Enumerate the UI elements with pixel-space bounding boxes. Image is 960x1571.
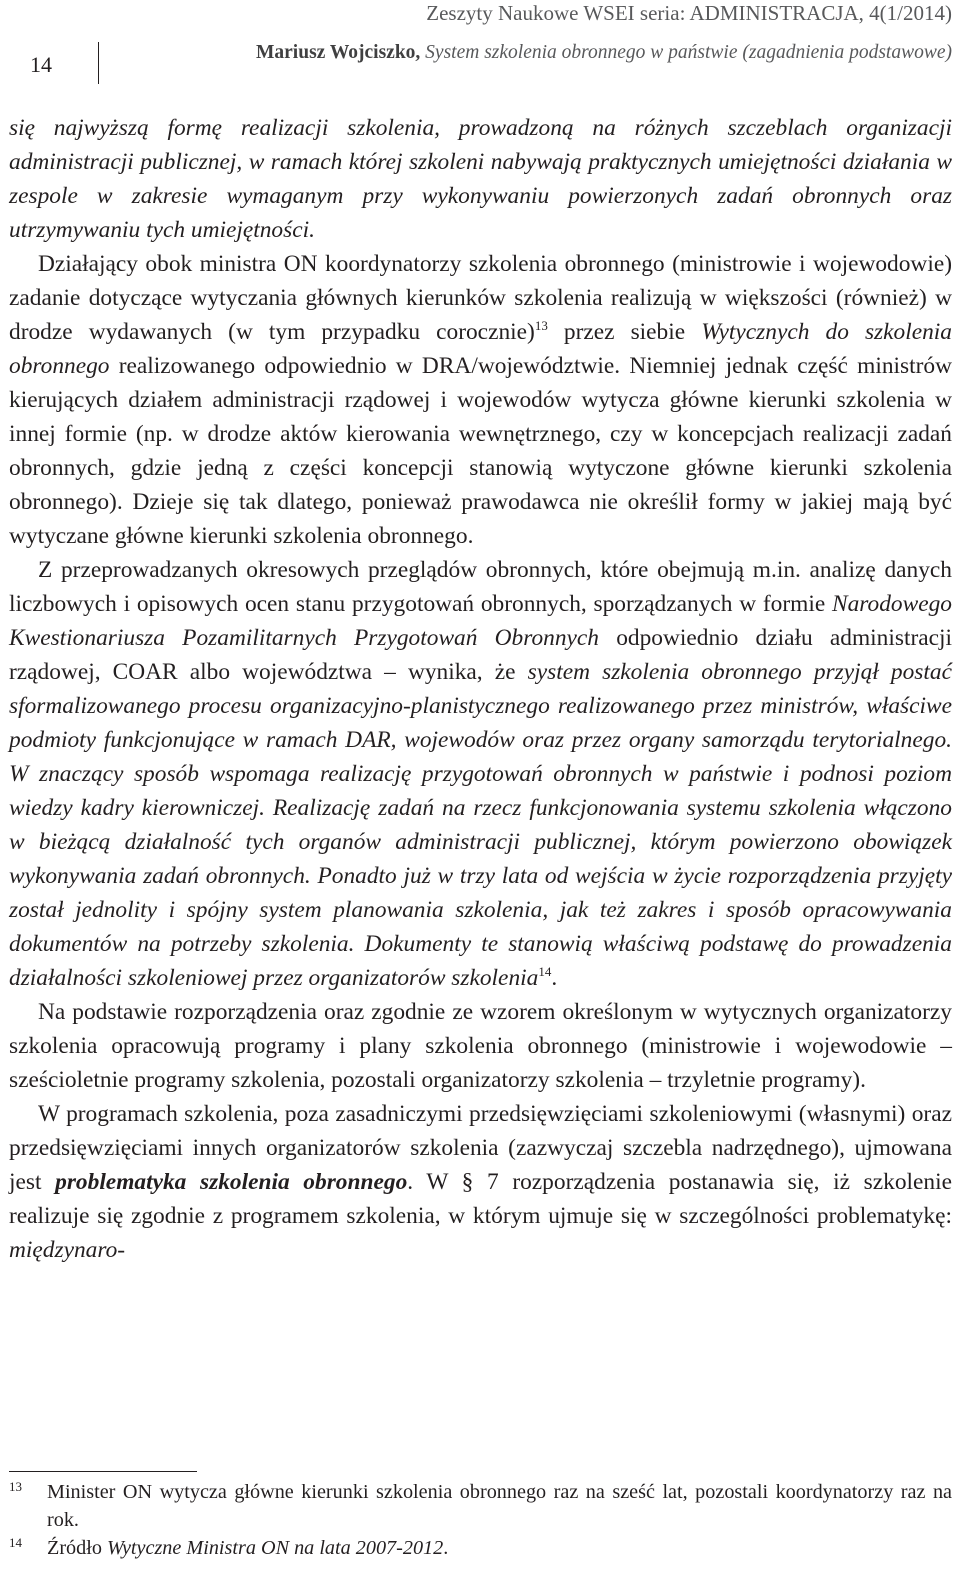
paragraph-3 bbox=[9, 553, 952, 995]
footnote-ref-13[interactable]: 13 bbox=[534, 318, 548, 333]
paragraph-4: Na podstawie rozporządzenia oraz zgodnie ze wzorem określonym w wytycznych organizatorzy szkolenia opracowują programy i plany szkolenia obronnego (ministrowie i wojewodowie – sześcioletnie programy szkolenia, pozostali organizatorzy szkolenia – trzyletnie programy). bbox=[9, 999, 952, 1093]
running-head-author: Mariusz Wojciszko, bbox=[256, 42, 421, 63]
paragraph-5 bbox=[9, 1097, 952, 1267]
header-divider bbox=[98, 42, 99, 84]
paragraph-3-questionnaire-italic: Narodowego Kwestionariusza Pozamilitarnych Przygotowań Obronnych bbox=[9, 591, 952, 651]
footnote-13 bbox=[9, 1478, 952, 1534]
footnote-number: 14 bbox=[9, 1535, 22, 1550]
footnote-text-prefix: Źródło bbox=[47, 1537, 107, 1559]
footnote-14 bbox=[9, 1534, 952, 1562]
journal-header: Zeszyty Naukowe WSEI seria: ADMINISTRACJA, 4(1/2014) bbox=[426, 1, 952, 25]
running-head-title: System szkolenia obronnego w państwie (zagadnienia podstawowe) bbox=[425, 42, 952, 63]
paragraph-2-part-b: przez siebie bbox=[547, 319, 702, 345]
paragraph-3-conclusion-italic: system szkolenia obronnego przyjął postać sformalizowanego procesu organizacyjno-planistycznego realizowanego przez ministrów, właściwe podmioty funkcjonujące w ramach DAR, wojewodów oraz przez organy samorządu terytorialnego. W znaczący sposób wspomaga realizację przygotowań obronnych w państwie i podnosi poziom wiedzy kadry kierowniczej. Realizację zadań na rzecz funkcjonowania systemu szkolenia włączono w bieżącą działalność tych organów administracji publicznej, którym powierzono obowiązek wykonywania zadań obronnych. Ponadto już w trzy lata od wejścia w życie rozporządzenia przyjęty został jednolity i spójny system planowania szkolenia, jak też zakres i sposób opracowywania dokumentów na potrzeby szkolenia. Dokumenty te stanowią właściwą podstawę do prowadzenia działalności szkoleniowej przez organizatorów szkolenia bbox=[9, 659, 952, 991]
footnotes bbox=[9, 1478, 952, 1562]
footnote-ref-14[interactable]: 14 bbox=[538, 964, 552, 979]
footnote-text-suffix: . bbox=[443, 1537, 449, 1559]
paragraph-3-part-a: Z przeprowadzanych okresowych przeglądów obronnych, które obejmują m.in. analizę danych liczbowych i opisowych ocen stanu przygotowań obronnych, sporządzanych w formie bbox=[9, 557, 952, 617]
paragraph-5-part-d-italic: międzynaro- bbox=[9, 1237, 126, 1263]
footnote-separator bbox=[9, 1471, 197, 1472]
paragraph-2-part-a: Działający obok ministra ON koordynatorzy szkolenia obronnego (ministrowie i wojewodowie) zadanie dotyczące wytyczania głównych kierunków szkolenia realizują w większości (również) w drodze wydawanych (w tym przypadku corocznie) bbox=[9, 251, 952, 345]
paragraph-3-part-c: odpowiednio działu administracji rządowej, COAR albo województwa – wynika, że bbox=[9, 625, 952, 685]
page-number: 14 bbox=[30, 52, 52, 77]
paragraph-2-title-italic: Wytycznych do szkolenia obronnego bbox=[9, 319, 952, 379]
paragraph-5-emphasis: problematyka szkolenia obronnego bbox=[55, 1169, 408, 1195]
footnote-text: Minister ON wytycza główne kierunki szkolenia obronnego raz na sześć lat, pozostali koordynatorzy raz na rok. bbox=[47, 1481, 952, 1531]
paragraph-2-part-d: realizowanego odpowiednio w DRA/województwie. Niemniej jednak część ministrów kierujących działem administracji rządowej i wojewodów wytycza główne kierunki szkolenia w innej formie (np. w drodze aktów kierowania wewnętrznego, czy w koncepcjach realizacji zadań obronnych, gdzie jedną z części koncepcji stanowią wytyczone główne kierunki szkolenia obronnego). Dzieje się tak dlatego, ponieważ prawodawca nie określił formy w jakiej mają być wytyczane główne kierunki szkolenia obronnego. bbox=[9, 353, 952, 549]
paragraph-2 bbox=[9, 247, 952, 553]
paragraph-3-part-e: . bbox=[551, 965, 558, 991]
footnote-source-title: Wytyczne Ministra ON na lata 2007-2012 bbox=[107, 1537, 444, 1559]
paragraph-5-part-c: . W § 7 rozporządzenia postanawia się, iż szkolenie realizuje się zgodnie z programem szkolenia, w którym ujmuje się w szczególności problematykę: bbox=[9, 1169, 952, 1229]
footnote-number: 13 bbox=[9, 1479, 22, 1494]
paragraph-1: się najwyższą formę realizacji szkolenia, prowadzoną na różnych szczeblach organizacji administracji publicznej, w ramach której szkoleni nabywają praktycznych umiejętności działania w zespole w zakresie wymaganym przy wykonywaniu powierzonych zadań obronnych oraz utrzymywaniu tych umiejętności. bbox=[9, 115, 952, 243]
running-head bbox=[256, 40, 952, 66]
body-text bbox=[9, 111, 952, 1267]
paragraph-5-part-a: W programach szkolenia, poza zasadniczymi przedsięwzięciami szkoleniowymi (własnymi) oraz przedsięwzięciami innych organizatorów szkolenia (zazwyczaj szczebla nadrzędnego), ujmowana jest bbox=[9, 1101, 952, 1195]
